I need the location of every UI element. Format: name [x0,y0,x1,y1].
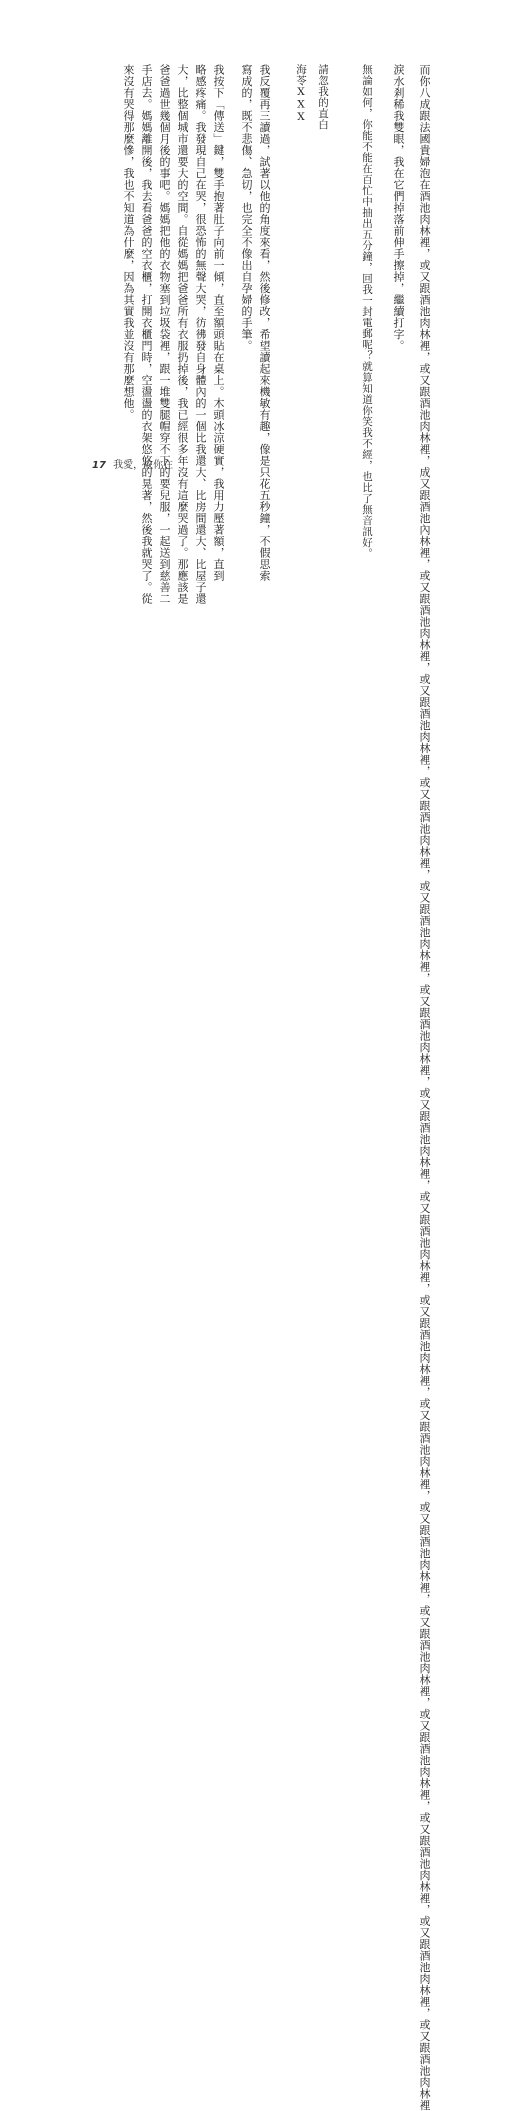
text-column-9: 略感疼痛。我發現自己在哭，很恐怖的無聲大哭，彷彿發自身體內的一個比我還大、比房間還大、比屋子還 [194,64,207,605]
text-column-3: 無論如何，你能不能在百忙中抽出五分鐘，回我一封電郵呢？就算知道你笑我不經，也比了無音訊好。 [361,64,373,559]
running-title: 我愛，故你在 [113,460,174,471]
text-column-4: 請忽我的直白 [317,64,329,130]
text-column-1: 而你八成跟法國貴婦泡在酒池肉林裡，或又跟酒池肉林裡，或又跟酒池肉林裡，成又跟酒池內林裡，或又跟酒池肉林裡，或又跟酒池肉林裡，或又跟酒池肉林裡，或又跟酒池肉林裡，或又跟酒池肉林裡，或又跟酒池肉林裡，或又跟酒池肉林裡，或又跟酒池肉林裡，或又跟酒池肉林裡，或又跟酒池肉林裡，或又跟酒池肉林裡，或又跟酒池肉林裡，或又跟酒池肉林裡，或又跟酒池肉林裡，或又跟酒池肉林裡 [418,64,431,2111]
page-number: 17 [92,460,106,471]
text-column-7: 寫成的，既不悲傷、急切，也完全不像出自孕婦的手筆。 [240,64,253,352]
text-column-13: 來沒有哭得那麼慘，我也不知道為什麼，因為其實我並沒有那麼想他。 [122,64,135,421]
page-footer [92,456,173,471]
text-column-6: 我反覆再三讀過，試著以他的角度來看，然後修改，希望讀起來機敏有趣，像是只花五秒鐘，不假思索 [258,64,271,582]
text-column-5: 海苓XXX [295,64,307,124]
text-column-12: 手店去。媽媽離開後，我去看爸爸的空衣櫃，打開衣櫃門時，空盪盪的衣架悠悠的晃著，然後我就哭了。從 [140,64,153,605]
text-column-11: 爸爸過世幾個月後的事吧。媽媽把他的衣物塞到垃圾袋裡，跟一堆雙腿帽穿不下的要兒服，一起送到慈善二 [158,64,171,605]
text-column-8: 我按下「傳送」鍵，雙手抱著肚子向前一傾，直至額頭貼在桌上。木頭冰涼硬實，我用力壓著額，直到 [212,64,225,582]
text-column-2: 淚水剎稀我雙眼，我在它們掉落前伸手擦掉，繼續打字。 [392,64,405,352]
text-column-10: 大，比整個城市還要大的空間。自從媽媽把爸爸所有衣服扔掉後，我已經很多年沒有這麼哭過了。那應該是 [176,64,189,605]
